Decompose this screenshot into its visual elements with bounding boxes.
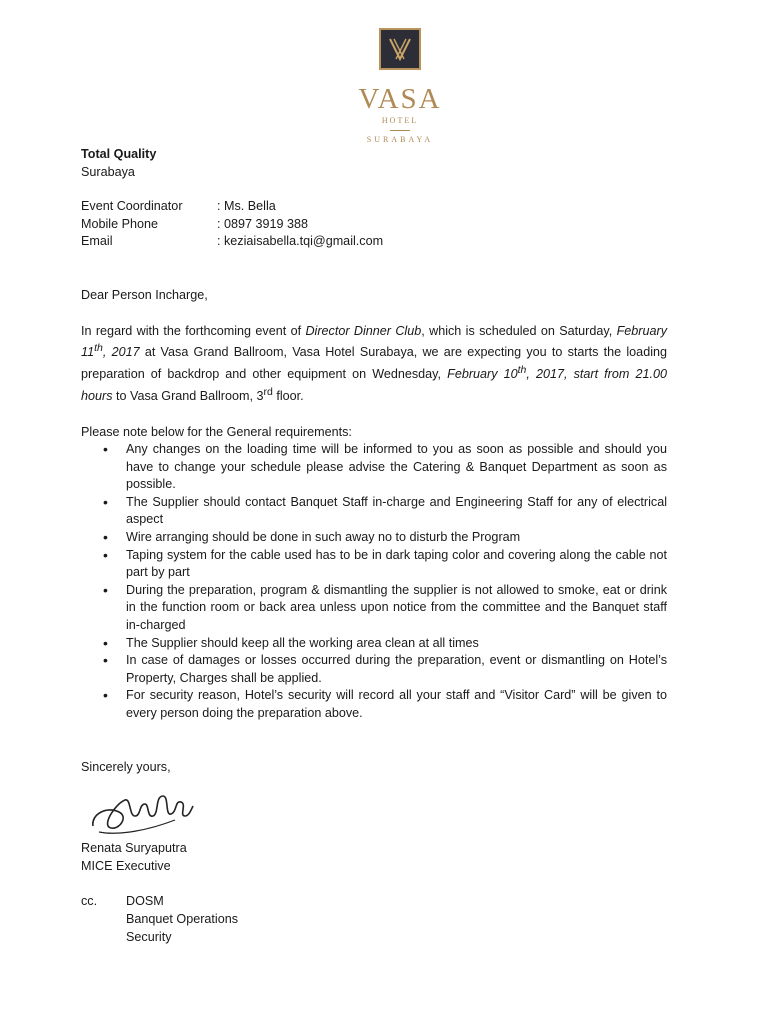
hotel-logo [340,28,460,145]
contact-row [81,216,667,234]
recipient-company: Total Quality [81,147,157,161]
list-item: • Wire arranging should be done in such away no to disturb the Program [81,529,667,547]
event-date: February 11th, 2017 [81,323,667,360]
cc-label: cc. [81,894,98,909]
list-item: Banquet Operations [126,911,239,926]
signature-image [89,786,667,840]
contact-label: Mobile Phone [81,216,159,231]
list-item: • The Supplier should contact Banquet Staff in-charge and Engineering Staff for any of electrical aspect [81,494,667,529]
list-item: DOSM [126,894,164,909]
requirements-heading: Please note below for the General requirements: [81,424,352,439]
list-item: • Taping system for the cable used has to be in dark taping color and covering along the cable not part by part [81,547,667,582]
requirements-list [81,441,667,723]
load-date: February 10th, 2017, start from 21.00 hours [81,363,667,403]
event-name: Director Dinner Club [305,323,422,338]
logo-divider [390,130,410,131]
list-item: • The Supplier should keep all the working area clean at all times [81,635,667,653]
contact-label: Event Coordinator [81,199,183,214]
cc-list [126,893,238,946]
recipient-city: Surabaya [81,164,135,179]
logo-brand: VASA [358,83,442,115]
contact-value: : Ms. Bella [217,199,276,214]
list-item: • Any changes on the loading time will be informed to you as soon as possible and should you have to change your schedule please advise the Catering & Banquet Department as soon as possible. [81,441,667,494]
logo-city: SURABAYA [366,135,434,144]
contact-value: : keziaisabella.tqi@gmail.com [217,234,384,249]
contact-value: : 0897 3919 388 [217,216,309,231]
contact-row [81,198,667,216]
list-item: • In case of damages or losses occurred during the preparation, event or dismantling on Hotel’s Property, Charges shall be applied. [81,652,667,687]
list-item: • For security reason, Hotel’s security will record all your staff and “Visitor Card” will be given to every person doing the preparation above. [81,687,667,722]
vasa-monogram-icon [379,28,421,70]
logo-sub: HOTEL [381,116,419,125]
salutation: Dear Person Incharge, [81,287,208,302]
contact-label: Email [81,234,113,249]
list-item: • During the preparation, program & dismantling the supplier is not allowed to smoke, eat or drink in the function room or back area unless upon notice from the committee and the Banquet staff in-charged [81,582,667,635]
list-item: Security [126,929,172,944]
closing: Sincerely yours, [81,759,171,774]
intro-paragraph: In regard with the forthcoming event of Director Dinner Club, which is scheduled on Saturday, February 11th, 2017 at Vasa Grand Ballroom, Vasa Hotel Surabaya, we are expecting you to starts the loading preparation of backdrop and other equipment on Wednesday, February 10th, 2017, start from 21.00 hours to Vasa Grand Ballroom, 3rd floor. [81,323,667,403]
signer-title: MICE Executive [81,858,171,873]
cc-block [81,893,667,946]
contact-row [81,233,667,251]
letter-body [81,146,667,946]
signer-name: Renata Suryaputra [81,841,187,856]
